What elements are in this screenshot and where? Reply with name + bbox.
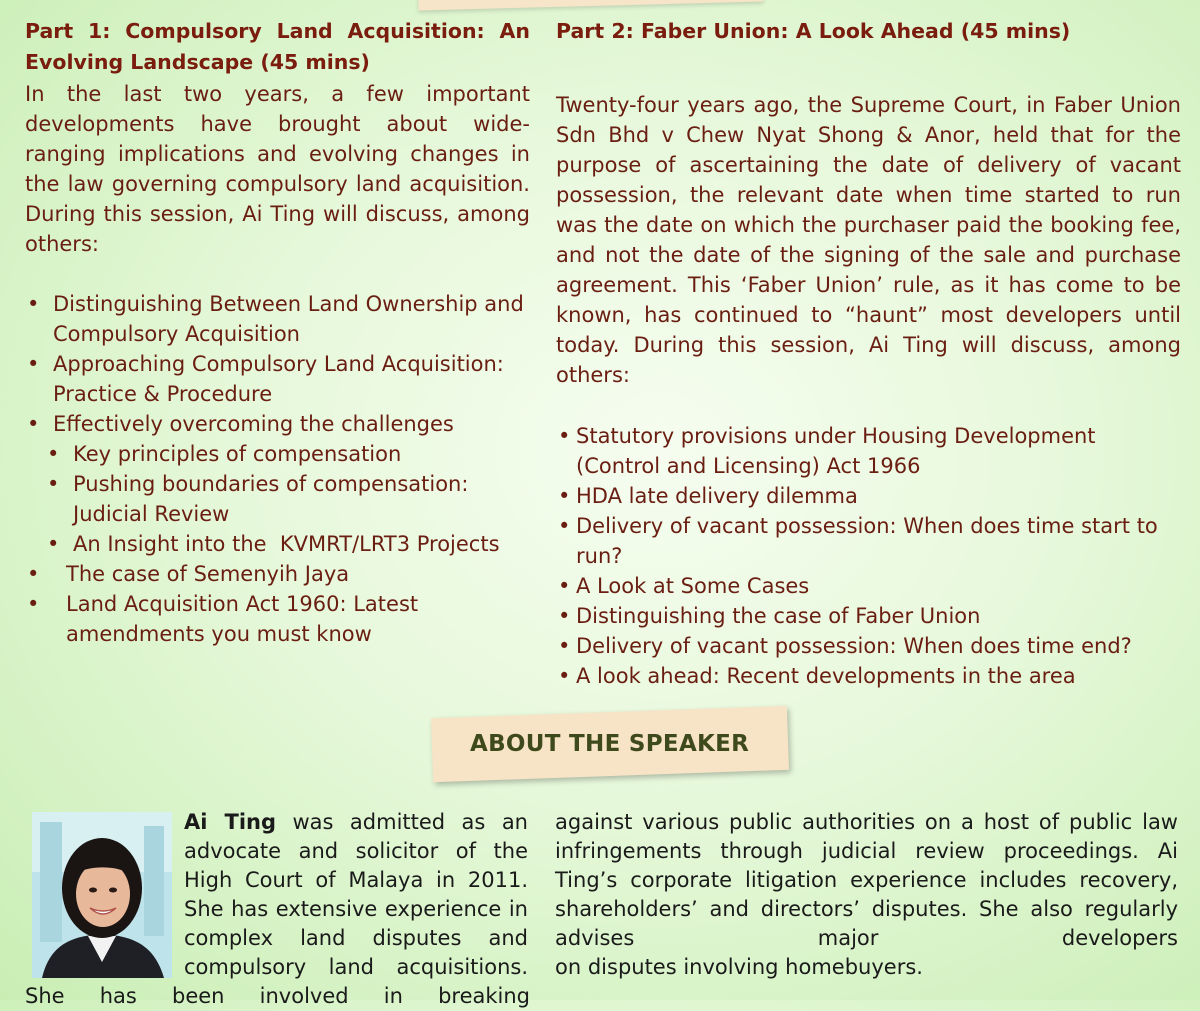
list-item: • A Look at Some Cases	[556, 571, 1181, 601]
list-item: • Land Acquisition Act 1960: Latest amendments you must know	[25, 589, 530, 649]
speaker-bio-col2-text: against various public authorities on a host of public law infringements through judicial review proceedings. Ai Ting’s corporate litigation experience includes recovery, shareholders’ and directors’ disputes. She also regularly advises major developers	[555, 810, 1178, 950]
about-speaker-banner	[431, 706, 789, 782]
list-item: • Distinguishing Between Land Ownership and Compulsory Acquisition	[25, 289, 530, 349]
list-item: • Distinguishing the case of Faber Union	[556, 601, 1181, 631]
list-item: • Key principles of compensation	[25, 439, 530, 469]
part1-bullet-list	[25, 289, 530, 649]
list-item: • Statutory provisions under Housing Development (Control and Licensing) Act 1966	[556, 421, 1181, 481]
part2-heading: Part 2: Faber Union: A Look Ahead (45 mins)	[556, 19, 1071, 43]
about-speaker-title: ABOUT THE SPEAKER	[470, 731, 750, 758]
list-item: • A look ahead: Recent developments in the area	[556, 661, 1181, 691]
part1-column	[25, 16, 530, 649]
speaker-portrait-icon	[32, 812, 172, 978]
list-item: • Delivery of vacant possession: When does time start to run?	[556, 511, 1181, 571]
speaker-bio-continuation: She has been involved in breaking	[25, 984, 530, 1008]
speaker-photo	[32, 812, 172, 978]
list-item: • Pushing boundaries of compensation: Judicial Review	[25, 469, 530, 529]
speaker-bio-col1	[184, 808, 528, 982]
list-item: • Effectively overcoming the challenges	[25, 409, 530, 439]
list-item: • The case of Semenyih Jaya	[25, 559, 530, 589]
speaker-bio-col1-text: was admitted as an advocate and solicitor of the High Court of Malaya in 2011. She has extensive experience in complex land disputes and compulsory land acquisitions.	[184, 810, 528, 979]
top-banner-tab	[418, 0, 764, 11]
part1-heading: Part 1: Compulsory Land Acquisition: An Evolving Landscape (45 mins)	[25, 19, 530, 74]
list-item: • HDA late delivery dilemma	[556, 481, 1181, 511]
list-item: • Delivery of vacant possession: When does time end?	[556, 631, 1181, 661]
speaker-name: Ai Ting	[184, 810, 277, 834]
list-item: • Approaching Compulsory Land Acquisition: Practice & Procedure	[25, 349, 530, 409]
speaker-bio-col2-last: on disputes involving homebuyers.	[555, 955, 923, 979]
speaker-bio-col2	[555, 808, 1178, 982]
part2-intro: Twenty-four years ago, the Supreme Court, in Faber Union Sdn Bhd v Chew Nyat Shong & Anor, held that for the purpose of ascertaining the date of delivery of vacant possession, the relevant date when time started to run was the date on which the purchaser paid the booking fee, and not the date of the signing of the sale and purchase agreement. This ‘Faber Union’ rule, as it has come to be known, has continued to “haunt” most developers until today. During this session, Ai Ting will discuss, among others:	[556, 93, 1181, 387]
part2-column	[556, 16, 1181, 691]
part1-intro: In the last two years, a few important developments have brought about wide-ranging implications and evolving changes in the law governing compulsory land acquisition. During this session, Ai Ting will discuss, among others:	[25, 82, 530, 256]
speaker-bio-text	[184, 808, 528, 982]
part2-bullet-list	[556, 421, 1181, 691]
list-item: • An Insight into the KVMRT/LRT3 Projects	[25, 529, 530, 559]
